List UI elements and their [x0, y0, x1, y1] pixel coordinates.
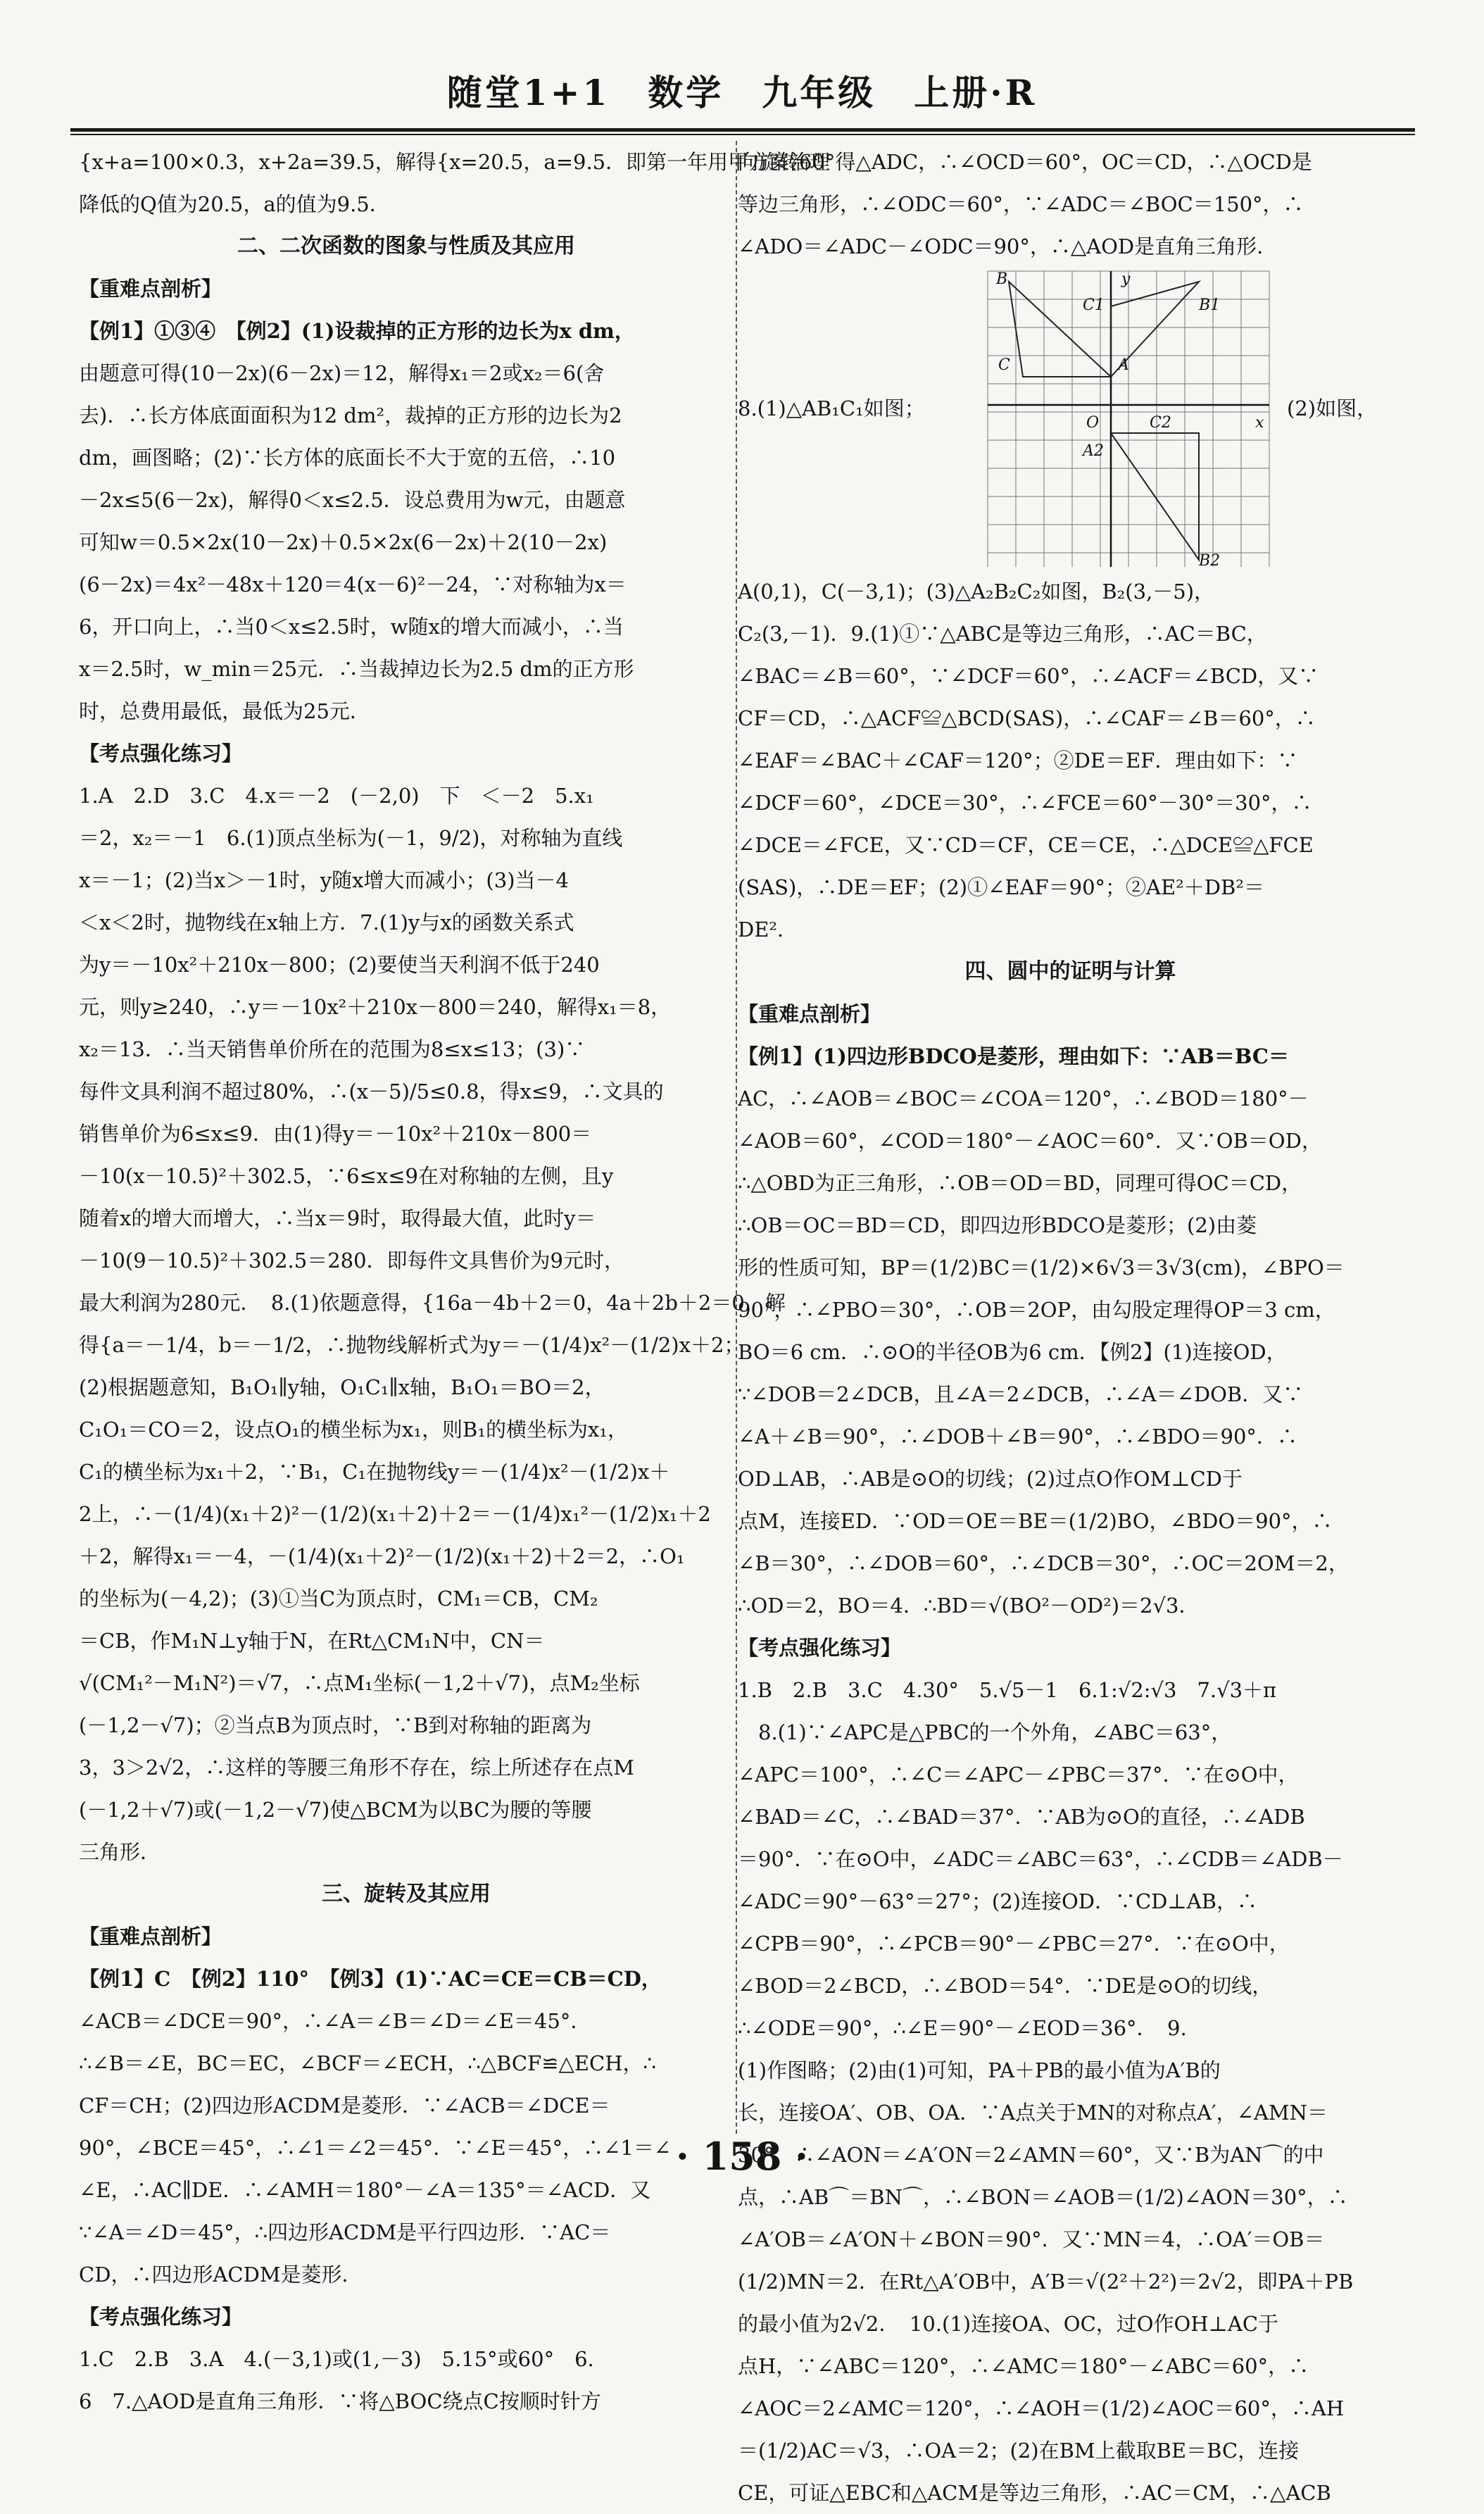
text-line: 形的性质可知，BP＝(1/2)BC＝(1/2)×6√3＝3√3(cm)，∠BPO＝ [738, 1256, 1345, 1280]
text-line: x＝－1；(2)当x＞－1时，y随x增大而减小；(3)当－4 [79, 868, 569, 892]
text-line: 降低的Q值为20.5，a的值为9.5． [79, 192, 390, 216]
text-line: 1.B 2.B 3.C 4.30° 5.√5－1 6.1:√2:√3 7.√3＋π [738, 1678, 1277, 1702]
section-title: 三、旋转及其应用 [322, 1882, 491, 1906]
text-line: (－1,2＋√7)或(－1,2－√7)使△BCM为以BC为腰的等腰 [79, 1798, 592, 1822]
text-line: x＝2.5时，w_min＝25元．∴当裁掉边长为2.5 dm的正方形 [79, 657, 634, 681]
text-line: CF＝CH；(2)四边形ACDM是菱形．∵∠ACB＝∠DCE＝ [79, 2094, 610, 2118]
text-line: ∴∠ODE＝90°，∴∠E＝90°－∠EOD＝36°． 9. [738, 2016, 1187, 2040]
text-line: 得{a＝－1/4，b＝－1/2，∴抛物线解析式为y＝－(1/4)x²－(1/2)x＋2； [79, 1333, 745, 1357]
text-line: 销售单价为6≤x≤9．由(1)得y＝－10x²＋210x－800＝ [79, 1122, 592, 1146]
text-line: ∠B＝30°，∴∠DOB＝60°，∴∠DCB＝30°，∴OC＝2OM＝2， [738, 1551, 1349, 1575]
text-line: ∴∠B＝∠E，BC＝EC，∠BCF＝∠ECH，∴△BCF≌△ECH，∴ [79, 2051, 656, 2075]
section-tag: 【重难点剖析】 [738, 1002, 881, 1026]
text-line: (2)根据题意知，B₁O₁∥y轴，O₁C₁∥x轴，B₁O₁＝BO＝2， [79, 1375, 605, 1399]
question-8-continued: (2)如图， [1287, 396, 1378, 420]
figure-label: B1 [1199, 296, 1221, 314]
grid-lines [988, 271, 1269, 567]
section-tag: 【例1】(1)四边形BDCO是菱形，理由如下：∵AB＝BC＝ [738, 1044, 1289, 1068]
text-line: 90°，∴∠PBO＝30°，∴OB＝2OP，由勾股定理得OP＝3 cm， [738, 1298, 1335, 1322]
text-line: －10(9－10.5)²＋302.5＝280．即每件文具售价为9元时， [79, 1249, 625, 1272]
text-line: ∠E，∴AC∥DE．∴∠AMH＝180°－∠A＝135°＝∠ACD．又 [79, 2178, 651, 2202]
text-line: 向旋转60°得△ADC，∴∠OCD＝60°，OC＝CD，∴△OCD是 [738, 150, 1312, 174]
text-line: DE²． [738, 918, 798, 942]
figure-label: y [1121, 270, 1131, 288]
figure-label: C1 [1083, 296, 1105, 314]
right-column-top [738, 141, 1403, 268]
figure-label: B [996, 270, 1008, 288]
text-line: 由题意可得(10－2x)(6－2x)＝12，解得x₁＝2或x₂＝6(舍 [79, 361, 605, 385]
text-line: {x+a=100×0.3，x+2a=39.5，解得{x=20.5，a=9.5．即第一年用甲方案治理 [79, 150, 831, 174]
figure-label: O [1086, 414, 1100, 432]
page-header: 随堂1+1 数学 九年级 上册·R [446, 72, 1038, 113]
text-line: ∠ADC＝90°－63°＝27°；(2)连接OD．∵CD⊥AB，∴ [738, 1889, 1257, 1913]
header-rule-thin [70, 134, 1415, 135]
text-line: 1.C 2.B 3.A 4.(－3,1)或(1,－3) 5.15°或60° 6. [79, 2347, 594, 2371]
text-line: 时，总费用最低，最低为25元． [79, 699, 370, 723]
text-line: ＝90°．∵在⊙O中，∠ADC＝∠ABC＝63°，∴∠CDB＝∠ADB－ [738, 1847, 1343, 1871]
text-line: ∴△OBD为正三角形，∴OB＝OD＝BD，同理可得OC＝CD， [738, 1171, 1302, 1195]
text-line: 3，3＞2√2，∴这样的等腰三角形不存在，综上所述存在点M [79, 1756, 634, 1780]
text-line: √(CM₁²－M₁N²)＝√7，∴点M₁坐标(－1,2＋√7)，点M₂坐标 [79, 1671, 640, 1695]
text-line: ∴OD＝2，BO＝4．∴BD＝√(BO²－OD²)＝2√3． [738, 1594, 1200, 1618]
text-line: 30°，∴∠AON＝∠A′ON＝2∠AMN＝60°，又∵B为AN⌒的中 [738, 2143, 1324, 2167]
text-line: (SAS)，∴DE＝EF；(2)①∠EAF＝90°；②AE²＋DB²＝ [738, 875, 1264, 899]
text-line: ∠BAC＝∠B＝60°，∵∠DCF＝60°，∴∠ACF＝∠BCD，又∵ [738, 664, 1319, 688]
section-title: 四、圆中的证明与计算 [964, 959, 1176, 984]
text-line: ∵∠DOB＝2∠DCB，且∠A＝2∠DCB，∴∠A＝∠DOB．又∵ [738, 1382, 1304, 1406]
text-line: ∠DCF＝60°，∠DCE＝30°，∴∠FCE＝60°－30°＝30°，∴ [738, 791, 1312, 815]
text-line: 的坐标为(－4,2)；(3)①当C为顶点时，CM₁＝CB，CM₂ [79, 1587, 598, 1611]
text-line: －10(x－10.5)²＋302.5，∵6≤x≤9在对称轴的左侧，且y [79, 1164, 614, 1188]
section-title: 二、二次函数的图象与性质及其应用 [237, 234, 575, 258]
coordinate-grid-figure [988, 270, 1269, 570]
text-line: 点H，∵∠ABC＝120°，∴∠AMC＝180°－∠ABC＝60°，∴ [738, 2354, 1309, 2378]
text-line: 6 7.△AOD是直角三角形．∵将△BOC绕点C按顺时针方 [79, 2389, 601, 2413]
text-line: 的最小值为2√2． 10.(1)连接OA、OC，过O作OH⊥AC于 [738, 2312, 1279, 2336]
text-line: ∠BOD＝2∠BCD，∴∠BOD＝54°．∵DE是⊙O的切线， [738, 1974, 1273, 1998]
figure-label: C [998, 356, 1010, 374]
text-line: 2上，∴－(1/4)(x₁＋2)²－(1/2)(x₁＋2)＋2＝－(1/4)x₁²－(1/2)x₁＋2 [79, 1502, 711, 1526]
text-line: ∠A′OB＝∠A′ON＋∠BON＝90°．又∵MN＝4，∴OA′＝OB＝ [738, 2227, 1325, 2251]
text-line: CE，可证△EBC和△ACM是等边三角形，∴AC＝CM，∴△ACB [738, 2481, 1331, 2505]
header-rule [70, 128, 1415, 132]
text-line: ∠ACB＝∠DCE＝90°，∴∠A＝∠B＝∠D＝∠E＝45°． [79, 2009, 591, 2033]
text-line: (1/2)MN＝2．在Rt△A′OB中，A′B＝√(2²＋2²)＝2√2，即PA＋PB [738, 2270, 1354, 2294]
section-tag: 【重难点剖析】 [79, 1925, 222, 1949]
text-line: 为y＝－10x²＋210x－800；(2)要使当天利润不低于240 [79, 953, 600, 977]
text-line: (6－2x)＝4x²－48x＋120＝4(x－6)²－24，∵对称轴为x＝ [79, 573, 627, 596]
text-line: 每件文具利润不超过80%，∴(x－5)/5≤0.8，得x≤9，∴文具的 [79, 1080, 664, 1103]
text-line: ＝2，x₂＝－1 6.(1)顶点坐标为(－1，9/2)，对称轴为直线 [79, 826, 623, 850]
text-line: CF＝CD，∴△ACF≌△BCD(SAS)，∴∠CAF＝∠B＝60°，∴ [738, 706, 1316, 730]
text-line: (－1,2－√7)；②当点B为顶点时，∵B到对称轴的距离为 [79, 1713, 592, 1737]
text-line: ∠DCE＝∠FCE，又∵CD＝CF，CE＝CE，∴△DCE≌△FCE [738, 833, 1314, 857]
text-line: ∠CPB＝90°，∴∠PCB＝90°－∠PBC＝27°．∵在⊙O中， [738, 1932, 1290, 1956]
text-line: OD⊥AB，∴AB是⊙O的切线；(2)过点O作OM⊥CD于 [738, 1467, 1243, 1491]
text-line: C₁的横坐标为x₁＋2，∵B₁，C₁在抛物线y＝－(1/4)x²－(1/2)x＋ [79, 1460, 670, 1484]
text-line: ∠A＋∠B＝90°，∴∠DOB＋∠B＝90°，∴∠BDO＝90°．∴ [738, 1425, 1297, 1449]
text-line: 6，开口向上，∴当0＜x≤2.5时，w随x的增大而减小，∴当 [79, 615, 624, 639]
page-number: · 158 · [676, 2134, 808, 2179]
text-line: 点，∴AB⌒＝BN⌒，∴∠BON＝∠AOB＝(1/2)∠AON＝30°，∴ [738, 2185, 1348, 2209]
text-line: ＝CB，作M₁N⊥y轴于N，在Rt△CM₁N中，CN＝ [79, 1629, 545, 1653]
text-line: ＋2，解得x₁＝－4，－(1/4)(x₁＋2)²－(1/2)(x₁＋2)＋2＝2，∴O₁ [79, 1544, 685, 1568]
text-line: 随着x的增大而增大，∴当x＝9时，取得最大值，此时y＝ [79, 1206, 596, 1230]
text-line: ∴OB＝OC＝BD＝CD，即四边形BDCO是菱形；(2)由菱 [738, 1213, 1257, 1237]
text-line: dm，画图略；(2)∵长方体的底面长不大于宽的五倍，∴10 [79, 446, 616, 470]
text-line: 1.A 2.D 3.C 4.x＝－2 (－2,0) 下 ＜－2 5.x₁ [79, 784, 594, 808]
figure-label: A [1118, 356, 1129, 374]
figure-row [738, 268, 1403, 570]
text-line: ∠AOC＝2∠AMC＝120°，∴∠AOH＝(1/2)∠AOC＝60°，∴AH [738, 2396, 1345, 2420]
text-line: 长，连接OA′、OB、OA．∵A点关于MN的对称点A′，∠AMN＝ [738, 2101, 1328, 2125]
figure-label: A2 [1083, 442, 1104, 460]
text-line: AC，∴∠AOB＝∠BOC＝∠COA＝120°，∴∠BOD＝180°－ [738, 1087, 1309, 1111]
text-line: ∠EAF＝∠BAC＋∠CAF＝120°；②DE＝EF．理由如下：∵ [738, 749, 1298, 773]
text-line: x₂＝13．∴当天销售单价所在的范围为8≤x≤13；(3)∵ [79, 1037, 586, 1061]
section-tag: 【考点强化练习】 [738, 1636, 902, 1660]
text-line: ∠BAD＝∠C，∴∠BAD＝37°．∵AB为⊙O的直径，∴∠ADB [738, 1805, 1305, 1829]
text-line: 90°，∠BCE＝45°，∴∠1＝∠2＝45°．∵∠E＝45°，∴∠1＝∠ [79, 2136, 672, 2160]
question-8-lead: 8.(1)△AB₁C₁如图； [738, 396, 925, 420]
section-tag: 【例1】①③④ 【例2】(1)设裁掉的正方形的边长为x dm， [79, 319, 635, 343]
text-line: ∠ADO＝∠ADC－∠ODC＝90°，∴△AOD是直角三角形． [738, 234, 1278, 258]
text-line: ∠AOB＝60°，∠COD＝180°－∠AOC＝60°．又∵OB＝OD， [738, 1129, 1322, 1153]
section-tag: 【例1】C 【例2】110° 【例3】(1)∵AC＝CE＝CB＝CD， [79, 1967, 662, 1991]
text-line: BO＝6 cm．∴⊙O的半径OB为6 cm．【例2】(1)连接OD， [738, 1340, 1287, 1364]
text-line: 可知w＝0.5×2x(10－2x)＋0.5×2x(6－2x)＋2(10－2x) [79, 530, 608, 554]
right-column-bottom [738, 570, 1403, 2514]
text-line: －2x≤5(6－2x)，解得0＜x≤2.5．设总费用为w元，由题意 [79, 488, 626, 512]
text-line: 8.(1)∵∠APC是△PBC的一个外角，∠ABC＝63°， [738, 1720, 1232, 1744]
text-line: 最大利润为280元． 8.(1)依题意得，{16a－4b＋2＝0，4a＋2b＋2＝0，解 [79, 1291, 786, 1315]
text-line: 去)．∴长方体底面面积为12 dm²，裁掉的正方形的边长为2 [79, 404, 622, 427]
text-line: CD，∴四边形ACDM是菱形． [79, 2263, 363, 2287]
text-line: 元，则y≥240，∴y＝－10x²＋210x－800＝240，解得x₁＝8， [79, 995, 672, 1019]
text-line: 点M，连接ED．∵OD＝OE＝BE＝(1/2)BO，∠BDO＝90°，∴ [738, 1509, 1333, 1533]
text-line: ＜x＜2时，抛物线在x轴上方．7.(1)y与x的函数关系式 [79, 911, 574, 934]
column-divider [736, 141, 737, 2134]
text-line: ∠APC＝100°，∴∠C＝∠APC－∠PBC＝37°．∵在⊙O中， [738, 1763, 1299, 1787]
figure-label: x [1255, 414, 1264, 432]
section-tag: 【考点强化练习】 [79, 742, 243, 765]
text-line: A(0,1)，C(－3,1)；(3)△A₂B₂C₂如图，B₂(3,－5)， [738, 580, 1215, 604]
text-line: C₂(3,－1)．9.(1)①∵△ABC是等边三角形，∴AC＝BC， [738, 622, 1267, 646]
text-line: ＝(1/2)AC＝√3，∴OA＝2；(2)在BM上截取BE＝BC，连接 [738, 2439, 1300, 2463]
figure-label: C2 [1150, 414, 1171, 432]
text-line: (1)作图略；(2)由(1)可知，PA＋PB的最小值为A′B的 [738, 2058, 1221, 2082]
text-line: C₁O₁＝CO＝2，设点O₁的横坐标为x₁，则B₁的横坐标为x₁， [79, 1418, 628, 1442]
section-tag: 【考点强化练习】 [79, 2305, 243, 2329]
text-line: 三角形． [79, 1840, 161, 1864]
section-tag: 【重难点剖析】 [79, 277, 222, 301]
text-line: ∵∠A＝∠D＝45°，∴四边形ACDM是平行四边形．∵AC＝ [79, 2220, 611, 2244]
text-line: 等边三角形，∴∠ODC＝60°，∵∠ADC＝∠BOC＝150°，∴ [738, 192, 1304, 216]
figure-label: B2 [1199, 552, 1221, 570]
